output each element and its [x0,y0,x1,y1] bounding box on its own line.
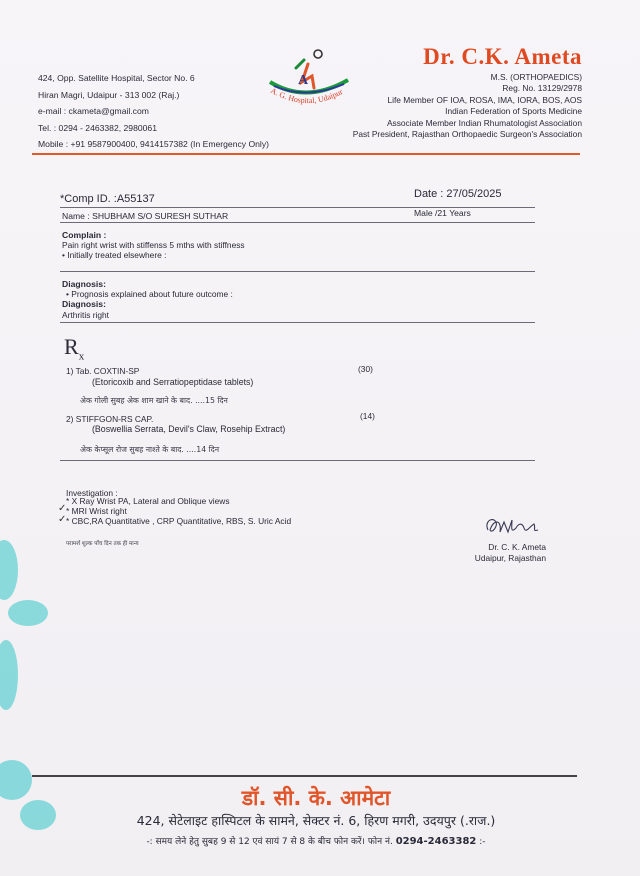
hospital-logo [256,42,366,118]
diagnosis-label: Diagnosis: [62,279,106,289]
advice-note: परामर्श शुल्क पाँच दिन तक ही मान्य [66,541,139,547]
patient-gender-age: Male /21 Years [414,208,471,218]
diagnosis-note: • Prognosis explained about future outcome : [66,289,233,299]
clinic-address [38,70,269,153]
footer-doctor-name: डॉ. सी. के. आमेटा [241,786,391,810]
check-mark-icon: ✓ [58,514,67,525]
investigation-label: Investigation : [66,488,118,498]
footer-timing [0,834,632,847]
divider [60,460,535,461]
stain-mark [8,600,48,626]
qualification-line: Associate Member Indian Rhumatologist Association [386,117,582,128]
diagnosis-value: Arthritis right [62,310,110,320]
qualification-line: Past President, Rajasthan Orthopaedic Surgeon's Association [352,129,582,140]
complaint-lines [62,240,245,260]
complaint-line: Pain right wrist with stiffenss 5 mths with stiffness [62,240,245,250]
diagnosis-label-2: Diagnosis: [62,299,106,309]
footer-address: 424, सेटेलाइट हास्पिटल के सामने, सेक्टर नं. 6, हिरण मगरी, उदयपुर (.राज.) [136,813,496,828]
signature-place: Udaipur, Rajasthan [474,553,546,563]
qualification-line: Reg. No. 13129/2978 [502,83,582,94]
footer-end: :- [479,837,486,847]
logo-text: A. G. Hospital, Udaipur [269,85,345,106]
footer-divider [32,775,577,777]
patient-name: Name : SHUBHAM S/O SURESH SUTHAR [62,211,229,221]
address-line: 424, Opp. Satellite Hospital, Sector No. 6 [38,73,195,83]
investigation-list [66,496,291,526]
rx-symbol: $R_x$ [64,334,85,363]
email-line: e-mail : ckameta@gmail.com [38,106,149,116]
tel-line: Tel. : 0294 - 2463382, 2980061 [38,122,157,133]
investigation-item: * MRI Wrist right [66,506,127,516]
doctor-signature [482,512,542,540]
svg-text:A: A [298,73,309,88]
medicine-2-name: 2) STIFFGON-RS CAP. [66,414,154,424]
comp-id: *Comp ID. :A55137 [60,193,155,205]
footer-timing-text: -: समय लेने हेतु सुबह 9 से 12 एवं सायं 7 से 8 के बीच फोन करें। फोन नं. [146,837,393,847]
qualification-line: Indian Federation of Sports Medicine [445,106,582,117]
header-divider [32,153,580,155]
visit-date: Date : 27/05/2025 [414,188,502,200]
divider [60,271,535,272]
medicine-1-name: 1) Tab. COXTIN-SP [66,366,140,376]
address-line: Hiran Magri, Udaipur - 313 002 (Raj.) [38,89,180,100]
medicine-2-desc: (Boswellia Serrata, Devil's Claw, Rosehip Extract) [92,424,286,434]
medicine-1-qty: (30) [358,364,373,374]
mobile-line: Mobile : +91 9587900400, 9414157382 (In Emergency Only) [38,139,269,149]
medicine-2-qty: (14) [360,411,375,421]
signature-block [475,542,546,564]
stain-mark [0,540,18,600]
stain-mark [0,640,18,710]
medicine-2-dosage: अेक केप्सूल रोज सुबह नाश्ते के बाद. ....14 दिन [80,445,220,454]
qualification-line: Life Member OF IOA, ROSA, IMA, IORA, BOS, AOS [387,94,582,105]
qualification-line: M.S. (ORTHOPAEDICS) [490,72,582,82]
medicine-1-desc: (Etoricoxib and Serratiopeptidase tablets) [92,377,254,387]
doctor-name: Dr. C.K. Ameta [423,44,582,69]
investigation-item: * X Ray Wrist PA, Lateral and Oblique views [66,496,230,506]
divider [60,322,535,323]
complaint-line: • Initially treated elsewhere : [62,250,167,260]
footer-phone: 0294-2463382 [395,836,477,847]
divider [60,222,535,223]
medicine-1-dosage: अेक गोली सुबह अेक शाम खाने के बाद. ....15 दिन [80,396,228,405]
doctor-qualifications [353,72,582,140]
signature-name: Dr. C. K. Ameta [488,542,546,552]
complaint-label: Complain : [62,230,107,240]
check-mark-icon: ✓ [58,503,67,514]
investigation-item: * CBC,RA Quantitative , CRP Quantitative, RBS, S. Uric Acid [66,516,292,526]
